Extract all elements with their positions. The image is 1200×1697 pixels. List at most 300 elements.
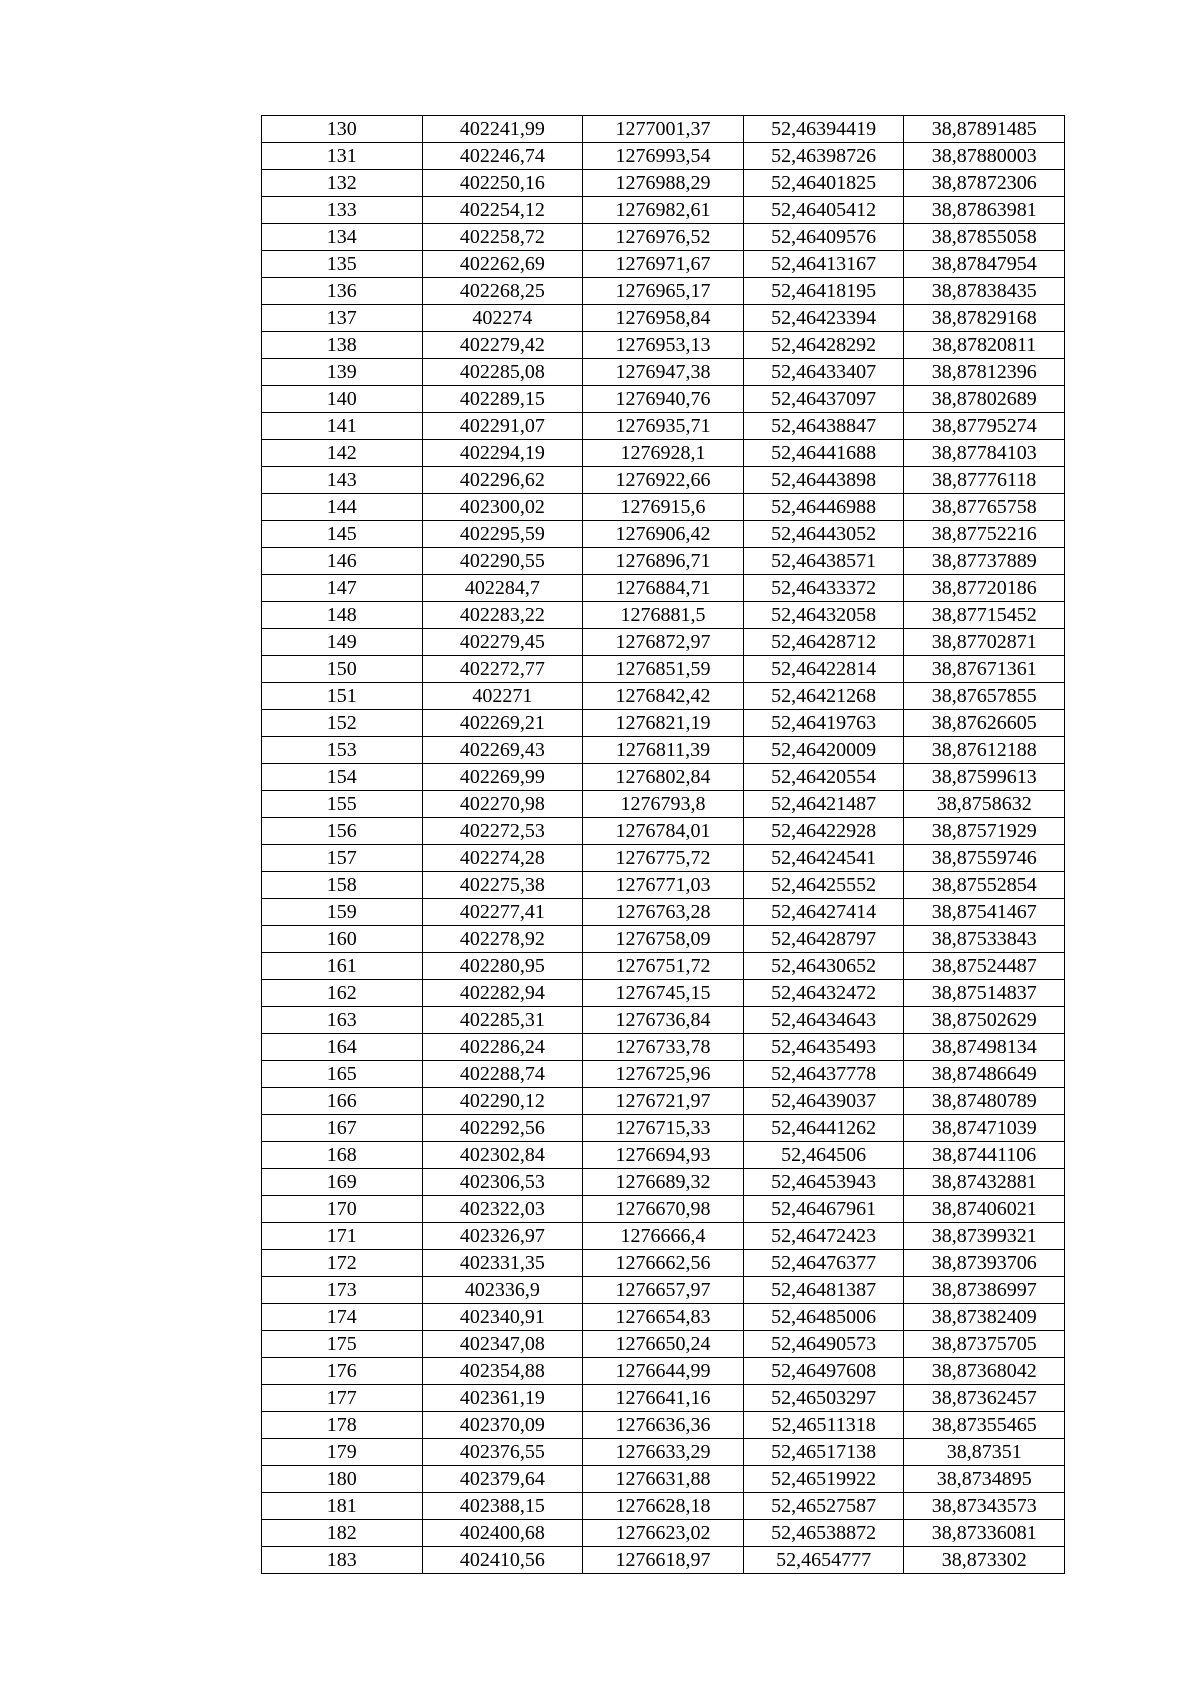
point-number-cell: 132: [262, 170, 423, 197]
longitude-cell: 38,87441106: [904, 1142, 1065, 1169]
table-row: [262, 1331, 1065, 1358]
point-number-cell: 157: [262, 845, 423, 872]
latitude-cell: 52,46433372: [743, 575, 904, 602]
y-coordinate-cell: 1276953,13: [583, 332, 744, 359]
latitude-cell: 52,46503297: [743, 1385, 904, 1412]
x-coordinate-cell: 402278,92: [422, 926, 583, 953]
y-coordinate-cell: 1276811,39: [583, 737, 744, 764]
longitude-cell: 38,87368042: [904, 1358, 1065, 1385]
y-coordinate-cell: 1276733,78: [583, 1034, 744, 1061]
table-row: [262, 791, 1065, 818]
latitude-cell: 52,46420009: [743, 737, 904, 764]
longitude-cell: 38,87880003: [904, 143, 1065, 170]
x-coordinate-cell: 402258,72: [422, 224, 583, 251]
table-row: [262, 386, 1065, 413]
longitude-cell: 38,8758632: [904, 791, 1065, 818]
table-row: [262, 1088, 1065, 1115]
y-coordinate-cell: 1276763,28: [583, 899, 744, 926]
table-row: [262, 899, 1065, 926]
latitude-cell: 52,46428797: [743, 926, 904, 953]
y-coordinate-cell: 1276670,98: [583, 1196, 744, 1223]
table-row: [262, 116, 1065, 143]
longitude-cell: 38,87715452: [904, 602, 1065, 629]
table-row: [262, 575, 1065, 602]
y-coordinate-cell: 1276694,93: [583, 1142, 744, 1169]
longitude-cell: 38,87432881: [904, 1169, 1065, 1196]
y-coordinate-cell: 1276666,4: [583, 1223, 744, 1250]
y-coordinate-cell: 1276965,17: [583, 278, 744, 305]
point-number-cell: 133: [262, 197, 423, 224]
table-row: [262, 1223, 1065, 1250]
table-row: [262, 845, 1065, 872]
table-row: [262, 926, 1065, 953]
point-number-cell: 140: [262, 386, 423, 413]
y-coordinate-cell: 1277001,37: [583, 116, 744, 143]
y-coordinate-cell: 1276657,97: [583, 1277, 744, 1304]
point-number-cell: 159: [262, 899, 423, 926]
point-number-cell: 148: [262, 602, 423, 629]
latitude-cell: 52,46420554: [743, 764, 904, 791]
y-coordinate-cell: 1276758,09: [583, 926, 744, 953]
table-row: [262, 1277, 1065, 1304]
table-row: [262, 1196, 1065, 1223]
longitude-cell: 38,87399321: [904, 1223, 1065, 1250]
table-row: [262, 278, 1065, 305]
latitude-cell: 52,46413167: [743, 251, 904, 278]
y-coordinate-cell: 1276618,97: [583, 1547, 744, 1574]
x-coordinate-cell: 402279,42: [422, 332, 583, 359]
latitude-cell: 52,46437778: [743, 1061, 904, 1088]
table-row: [262, 1115, 1065, 1142]
table-row: [262, 818, 1065, 845]
y-coordinate-cell: 1276751,72: [583, 953, 744, 980]
y-coordinate-cell: 1276662,56: [583, 1250, 744, 1277]
longitude-cell: 38,87571929: [904, 818, 1065, 845]
point-number-cell: 183: [262, 1547, 423, 1574]
y-coordinate-cell: 1276715,33: [583, 1115, 744, 1142]
longitude-cell: 38,87820811: [904, 332, 1065, 359]
table-row: [262, 359, 1065, 386]
x-coordinate-cell: 402340,91: [422, 1304, 583, 1331]
longitude-cell: 38,87838435: [904, 278, 1065, 305]
point-number-cell: 173: [262, 1277, 423, 1304]
x-coordinate-cell: 402272,77: [422, 656, 583, 683]
latitude-cell: 52,46519922: [743, 1466, 904, 1493]
y-coordinate-cell: 1276725,96: [583, 1061, 744, 1088]
x-coordinate-cell: 402295,59: [422, 521, 583, 548]
longitude-cell: 38,87480789: [904, 1088, 1065, 1115]
longitude-cell: 38,87702871: [904, 629, 1065, 656]
latitude-cell: 52,46405412: [743, 197, 904, 224]
point-number-cell: 180: [262, 1466, 423, 1493]
latitude-cell: 52,46421487: [743, 791, 904, 818]
x-coordinate-cell: 402289,15: [422, 386, 583, 413]
x-coordinate-cell: 402274,28: [422, 845, 583, 872]
x-coordinate-cell: 402246,74: [422, 143, 583, 170]
longitude-cell: 38,87524487: [904, 953, 1065, 980]
latitude-cell: 52,46467961: [743, 1196, 904, 1223]
x-coordinate-cell: 402294,19: [422, 440, 583, 467]
longitude-cell: 38,87514837: [904, 980, 1065, 1007]
latitude-cell: 52,46422814: [743, 656, 904, 683]
y-coordinate-cell: 1276745,15: [583, 980, 744, 1007]
x-coordinate-cell: 402286,24: [422, 1034, 583, 1061]
latitude-cell: 52,46446988: [743, 494, 904, 521]
longitude-cell: 38,87829168: [904, 305, 1065, 332]
longitude-cell: 38,87406021: [904, 1196, 1065, 1223]
longitude-cell: 38,87720186: [904, 575, 1065, 602]
point-number-cell: 147: [262, 575, 423, 602]
point-number-cell: 134: [262, 224, 423, 251]
table-row: [262, 1358, 1065, 1385]
x-coordinate-cell: 402241,99: [422, 116, 583, 143]
latitude-cell: 52,46476377: [743, 1250, 904, 1277]
x-coordinate-cell: 402279,45: [422, 629, 583, 656]
table-row: [262, 467, 1065, 494]
x-coordinate-cell: 402370,09: [422, 1412, 583, 1439]
y-coordinate-cell: 1276935,71: [583, 413, 744, 440]
x-coordinate-cell: 402277,41: [422, 899, 583, 926]
longitude-cell: 38,87351: [904, 1439, 1065, 1466]
y-coordinate-cell: 1276896,71: [583, 548, 744, 575]
longitude-cell: 38,87502629: [904, 1007, 1065, 1034]
point-number-cell: 130: [262, 116, 423, 143]
longitude-cell: 38,873302: [904, 1547, 1065, 1574]
latitude-cell: 52,46422928: [743, 818, 904, 845]
point-number-cell: 149: [262, 629, 423, 656]
latitude-cell: 52,46437097: [743, 386, 904, 413]
point-number-cell: 171: [262, 1223, 423, 1250]
longitude-cell: 38,87776118: [904, 467, 1065, 494]
x-coordinate-cell: 402274: [422, 305, 583, 332]
y-coordinate-cell: 1276736,84: [583, 1007, 744, 1034]
table-row: [262, 440, 1065, 467]
table-row: [262, 980, 1065, 1007]
latitude-cell: 52,46438847: [743, 413, 904, 440]
latitude-cell: 52,46517138: [743, 1439, 904, 1466]
x-coordinate-cell: 402326,97: [422, 1223, 583, 1250]
y-coordinate-cell: 1276842,42: [583, 683, 744, 710]
latitude-cell: 52,46481387: [743, 1277, 904, 1304]
longitude-cell: 38,87343573: [904, 1493, 1065, 1520]
latitude-cell: 52,46423394: [743, 305, 904, 332]
x-coordinate-cell: 402282,94: [422, 980, 583, 1007]
y-coordinate-cell: 1276928,1: [583, 440, 744, 467]
point-number-cell: 151: [262, 683, 423, 710]
point-number-cell: 163: [262, 1007, 423, 1034]
x-coordinate-cell: 402336,9: [422, 1277, 583, 1304]
x-coordinate-cell: 402268,25: [422, 278, 583, 305]
point-number-cell: 142: [262, 440, 423, 467]
table-row: [262, 656, 1065, 683]
longitude-cell: 38,87671361: [904, 656, 1065, 683]
point-number-cell: 154: [262, 764, 423, 791]
table-row: [262, 413, 1065, 440]
y-coordinate-cell: 1276988,29: [583, 170, 744, 197]
latitude-cell: 52,46432472: [743, 980, 904, 1007]
y-coordinate-cell: 1276947,38: [583, 359, 744, 386]
point-number-cell: 178: [262, 1412, 423, 1439]
point-number-cell: 156: [262, 818, 423, 845]
longitude-cell: 38,87486649: [904, 1061, 1065, 1088]
latitude-cell: 52,46419763: [743, 710, 904, 737]
x-coordinate-cell: 402306,53: [422, 1169, 583, 1196]
latitude-cell: 52,46394419: [743, 116, 904, 143]
table-row: [262, 494, 1065, 521]
table-row: [262, 548, 1065, 575]
table-row: [262, 1439, 1065, 1466]
table-row: [262, 1250, 1065, 1277]
longitude-cell: 38,87612188: [904, 737, 1065, 764]
y-coordinate-cell: 1276915,6: [583, 494, 744, 521]
y-coordinate-cell: 1276628,18: [583, 1493, 744, 1520]
x-coordinate-cell: 402331,35: [422, 1250, 583, 1277]
point-number-cell: 181: [262, 1493, 423, 1520]
y-coordinate-cell: 1276633,29: [583, 1439, 744, 1466]
latitude-cell: 52,46430652: [743, 953, 904, 980]
point-number-cell: 169: [262, 1169, 423, 1196]
y-coordinate-cell: 1276982,61: [583, 197, 744, 224]
y-coordinate-cell: 1276922,66: [583, 467, 744, 494]
latitude-cell: 52,46490573: [743, 1331, 904, 1358]
latitude-cell: 52,46441688: [743, 440, 904, 467]
y-coordinate-cell: 1276851,59: [583, 656, 744, 683]
longitude-cell: 38,87802689: [904, 386, 1065, 413]
table-row: [262, 170, 1065, 197]
x-coordinate-cell: 402284,7: [422, 575, 583, 602]
y-coordinate-cell: 1276636,36: [583, 1412, 744, 1439]
y-coordinate-cell: 1276689,32: [583, 1169, 744, 1196]
x-coordinate-cell: 402388,15: [422, 1493, 583, 1520]
longitude-cell: 38,87541467: [904, 899, 1065, 926]
longitude-cell: 38,87752216: [904, 521, 1065, 548]
latitude-cell: 52,46497608: [743, 1358, 904, 1385]
point-number-cell: 146: [262, 548, 423, 575]
table-row: [262, 1304, 1065, 1331]
latitude-cell: 52,46421268: [743, 683, 904, 710]
longitude-cell: 38,87795274: [904, 413, 1065, 440]
table-row: [262, 251, 1065, 278]
table-row: [262, 1142, 1065, 1169]
table-row: [262, 1493, 1065, 1520]
y-coordinate-cell: 1276644,99: [583, 1358, 744, 1385]
point-number-cell: 150: [262, 656, 423, 683]
table-row: [262, 521, 1065, 548]
point-number-cell: 161: [262, 953, 423, 980]
x-coordinate-cell: 402291,07: [422, 413, 583, 440]
x-coordinate-cell: 402361,19: [422, 1385, 583, 1412]
longitude-cell: 38,87552854: [904, 872, 1065, 899]
point-number-cell: 167: [262, 1115, 423, 1142]
longitude-cell: 38,8734895: [904, 1466, 1065, 1493]
x-coordinate-cell: 402379,64: [422, 1466, 583, 1493]
x-coordinate-cell: 402290,55: [422, 548, 583, 575]
longitude-cell: 38,87812396: [904, 359, 1065, 386]
point-number-cell: 166: [262, 1088, 423, 1115]
x-coordinate-cell: 402254,12: [422, 197, 583, 224]
longitude-cell: 38,87533843: [904, 926, 1065, 953]
longitude-cell: 38,87498134: [904, 1034, 1065, 1061]
point-number-cell: 155: [262, 791, 423, 818]
table-row: [262, 197, 1065, 224]
y-coordinate-cell: 1276793,8: [583, 791, 744, 818]
longitude-cell: 38,87362457: [904, 1385, 1065, 1412]
y-coordinate-cell: 1276881,5: [583, 602, 744, 629]
point-number-cell: 168: [262, 1142, 423, 1169]
y-coordinate-cell: 1276802,84: [583, 764, 744, 791]
latitude-cell: 52,46398726: [743, 143, 904, 170]
y-coordinate-cell: 1276631,88: [583, 1466, 744, 1493]
table-row: [262, 953, 1065, 980]
x-coordinate-cell: 402354,88: [422, 1358, 583, 1385]
latitude-cell: 52,46439037: [743, 1088, 904, 1115]
longitude-cell: 38,87336081: [904, 1520, 1065, 1547]
x-coordinate-cell: 402376,55: [422, 1439, 583, 1466]
point-number-cell: 145: [262, 521, 423, 548]
y-coordinate-cell: 1276976,52: [583, 224, 744, 251]
y-coordinate-cell: 1276623,02: [583, 1520, 744, 1547]
longitude-cell: 38,87599613: [904, 764, 1065, 791]
point-number-cell: 162: [262, 980, 423, 1007]
point-number-cell: 182: [262, 1520, 423, 1547]
latitude-cell: 52,46424541: [743, 845, 904, 872]
latitude-cell: 52,46428292: [743, 332, 904, 359]
longitude-cell: 38,87657855: [904, 683, 1065, 710]
x-coordinate-cell: 402262,69: [422, 251, 583, 278]
x-coordinate-cell: 402292,56: [422, 1115, 583, 1142]
x-coordinate-cell: 402269,21: [422, 710, 583, 737]
longitude-cell: 38,87863981: [904, 197, 1065, 224]
table-row: [262, 1034, 1065, 1061]
latitude-cell: 52,46434643: [743, 1007, 904, 1034]
table-row: [262, 1520, 1065, 1547]
y-coordinate-cell: 1276775,72: [583, 845, 744, 872]
table-row: [262, 764, 1065, 791]
x-coordinate-cell: 402400,68: [422, 1520, 583, 1547]
table-row: [262, 1385, 1065, 1412]
x-coordinate-cell: 402280,95: [422, 953, 583, 980]
latitude-cell: 52,46409576: [743, 224, 904, 251]
table-row: [262, 710, 1065, 737]
point-number-cell: 174: [262, 1304, 423, 1331]
point-number-cell: 144: [262, 494, 423, 521]
table-row: [262, 143, 1065, 170]
y-coordinate-cell: 1276906,42: [583, 521, 744, 548]
latitude-cell: 52,46425552: [743, 872, 904, 899]
x-coordinate-cell: 402283,22: [422, 602, 583, 629]
latitude-cell: 52,46453943: [743, 1169, 904, 1196]
table-row: [262, 332, 1065, 359]
longitude-cell: 38,87375705: [904, 1331, 1065, 1358]
x-coordinate-cell: 402288,74: [422, 1061, 583, 1088]
y-coordinate-cell: 1276940,76: [583, 386, 744, 413]
x-coordinate-cell: 402300,02: [422, 494, 583, 521]
x-coordinate-cell: 402270,98: [422, 791, 583, 818]
latitude-cell: 52,46485006: [743, 1304, 904, 1331]
point-number-cell: 160: [262, 926, 423, 953]
y-coordinate-cell: 1276784,01: [583, 818, 744, 845]
point-number-cell: 137: [262, 305, 423, 332]
longitude-cell: 38,87891485: [904, 116, 1065, 143]
point-number-cell: 136: [262, 278, 423, 305]
point-number-cell: 179: [262, 1439, 423, 1466]
point-number-cell: 172: [262, 1250, 423, 1277]
point-number-cell: 170: [262, 1196, 423, 1223]
latitude-cell: 52,4654777: [743, 1547, 904, 1574]
x-coordinate-cell: 402269,43: [422, 737, 583, 764]
y-coordinate-cell: 1276641,16: [583, 1385, 744, 1412]
x-coordinate-cell: 402302,84: [422, 1142, 583, 1169]
table-row: [262, 602, 1065, 629]
x-coordinate-cell: 402285,31: [422, 1007, 583, 1034]
point-number-cell: 177: [262, 1385, 423, 1412]
x-coordinate-cell: 402322,03: [422, 1196, 583, 1223]
x-coordinate-cell: 402347,08: [422, 1331, 583, 1358]
latitude-cell: 52,46433407: [743, 359, 904, 386]
point-number-cell: 143: [262, 467, 423, 494]
table-row: [262, 224, 1065, 251]
table-row: [262, 305, 1065, 332]
table-row: [262, 629, 1065, 656]
longitude-cell: 38,87847954: [904, 251, 1065, 278]
table-row: [262, 1547, 1065, 1574]
y-coordinate-cell: 1276958,84: [583, 305, 744, 332]
latitude-cell: 52,46443052: [743, 521, 904, 548]
latitude-cell: 52,46435493: [743, 1034, 904, 1061]
longitude-cell: 38,87393706: [904, 1250, 1065, 1277]
y-coordinate-cell: 1276821,19: [583, 710, 744, 737]
table-row: [262, 683, 1065, 710]
y-coordinate-cell: 1276771,03: [583, 872, 744, 899]
longitude-cell: 38,87855058: [904, 224, 1065, 251]
longitude-cell: 38,87765758: [904, 494, 1065, 521]
longitude-cell: 38,87471039: [904, 1115, 1065, 1142]
point-number-cell: 139: [262, 359, 423, 386]
longitude-cell: 38,87626605: [904, 710, 1065, 737]
latitude-cell: 52,46443898: [743, 467, 904, 494]
latitude-cell: 52,46418195: [743, 278, 904, 305]
latitude-cell: 52,46538872: [743, 1520, 904, 1547]
latitude-cell: 52,46441262: [743, 1115, 904, 1142]
latitude-cell: 52,46438571: [743, 548, 904, 575]
y-coordinate-cell: 1276884,71: [583, 575, 744, 602]
longitude-cell: 38,87382409: [904, 1304, 1065, 1331]
x-coordinate-cell: 402275,38: [422, 872, 583, 899]
latitude-cell: 52,46427414: [743, 899, 904, 926]
y-coordinate-cell: 1276721,97: [583, 1088, 744, 1115]
longitude-cell: 38,87737889: [904, 548, 1065, 575]
x-coordinate-cell: 402271: [422, 683, 583, 710]
point-number-cell: 176: [262, 1358, 423, 1385]
latitude-cell: 52,46428712: [743, 629, 904, 656]
longitude-cell: 38,87559746: [904, 845, 1065, 872]
x-coordinate-cell: 402296,62: [422, 467, 583, 494]
point-number-cell: 152: [262, 710, 423, 737]
table-row: [262, 1466, 1065, 1493]
point-number-cell: 165: [262, 1061, 423, 1088]
table-row: [262, 1061, 1065, 1088]
y-coordinate-cell: 1276971,67: [583, 251, 744, 278]
x-coordinate-cell: 402250,16: [422, 170, 583, 197]
y-coordinate-cell: 1276654,83: [583, 1304, 744, 1331]
point-number-cell: 175: [262, 1331, 423, 1358]
table-row: [262, 1007, 1065, 1034]
table-row: [262, 1412, 1065, 1439]
latitude-cell: 52,46511318: [743, 1412, 904, 1439]
x-coordinate-cell: 402410,56: [422, 1547, 583, 1574]
table-row: [262, 872, 1065, 899]
coordinates-table-body: [262, 116, 1065, 1574]
